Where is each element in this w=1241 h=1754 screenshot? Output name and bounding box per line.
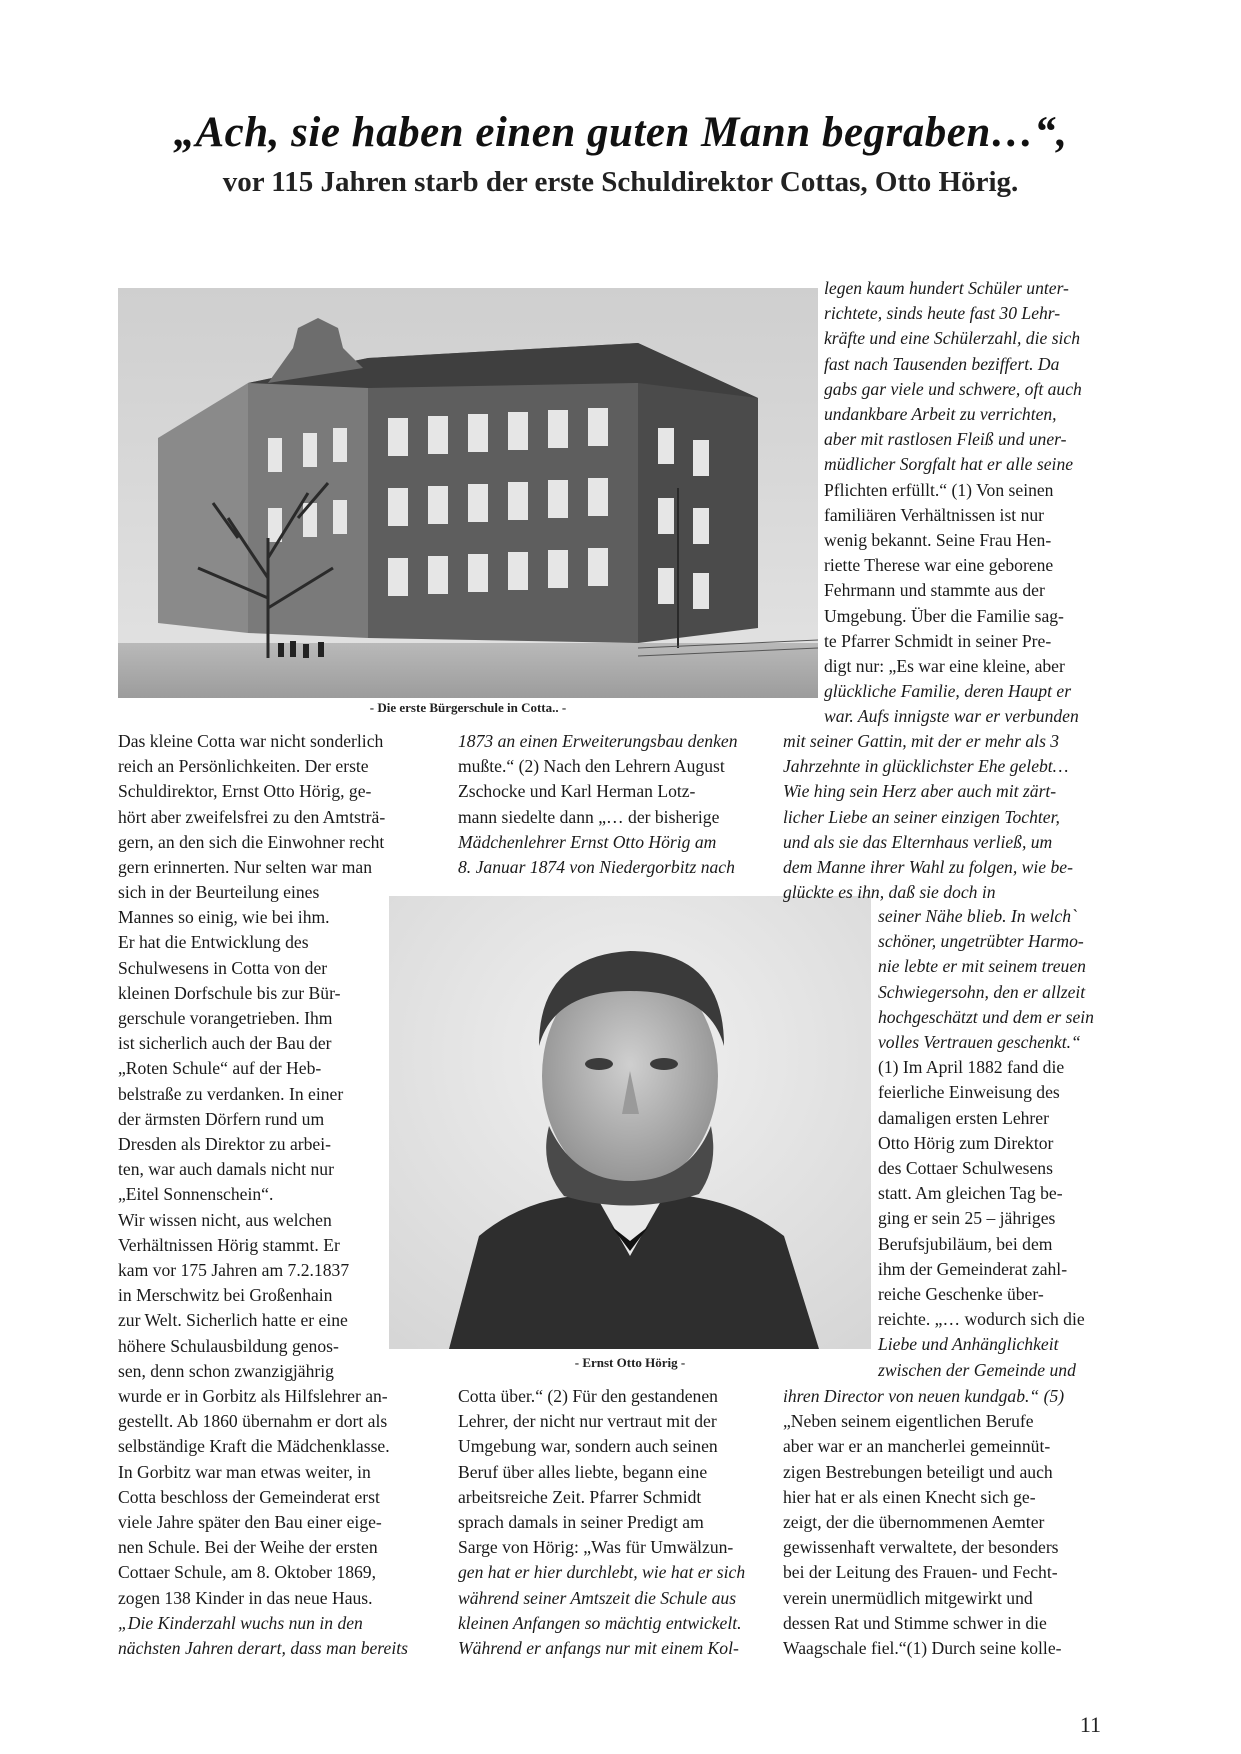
text-line: mit seiner Gattin, mit der er mehr als 3 (783, 731, 1060, 751)
text-line: ist sicherlich auch der Bau der (118, 1033, 332, 1054)
text-line: (1) Im April 1882 fand die (878, 1057, 1065, 1078)
text-line: Schuldirektor, Ernst Otto Hörig, ge- (118, 781, 372, 802)
text-line: Das kleine Cotta war nicht sonderlich (118, 731, 384, 751)
text-line: reich an Persönlichkeiten. Der erste (118, 756, 369, 777)
text-line: aber mit rastlosen Fleiß und uner- (824, 429, 1067, 450)
text-line: Cottaer Schule, am 8. Oktober 1869, (118, 1562, 376, 1583)
text-line: hört aber zweifelsfrei zu den Amtsträ- (118, 806, 386, 827)
text-line: familiären Verhältnissen ist nur (824, 504, 1045, 525)
column-left-bottom (118, 1384, 435, 1661)
text-line: Waagschale fiel.“(1) Durch seine kolle- (783, 1638, 1062, 1659)
text-line: höhere Schulausbildung genos- (118, 1335, 339, 1356)
text-line: volles Vertrauen geschenkt.“ (878, 1032, 1081, 1053)
text-line: nen Schule. Bei der Weihe der ersten (118, 1537, 378, 1558)
text-line: nie lebte er mit seinem treuen (878, 956, 1086, 977)
text-line: gen hat er hier durchlebt, wie hat er sich (458, 1562, 746, 1583)
text-line: der ärmsten Dörfern rund um (118, 1108, 325, 1129)
text-line: des Cottaer Schulwesens (878, 1158, 1053, 1179)
text-line: kleinen Anfangen so mächtig entwickelt. (458, 1612, 742, 1633)
text-line: wurde er in Gorbitz als Hilfslehrer an- (118, 1386, 388, 1406)
text-line: „Die Kinderzahl wuchs nun in den (118, 1612, 363, 1633)
text-line: Pflichten erfüllt.“ (1) Von seinen (824, 479, 1054, 500)
text-line: sprach damals in seiner Predigt am (458, 1512, 704, 1533)
text-line: müdlicher Sorgfalt hat er alle seine (824, 454, 1074, 475)
column-middle-top (458, 729, 768, 880)
text-line: „Eitel Sonnenschein“. (118, 1184, 274, 1205)
text-line: zogen 138 Kinder in das neue Haus. (118, 1587, 373, 1608)
text-line: kleinen Dorfschule bis zur Bür- (118, 982, 341, 1003)
text-line: seiner Nähe blieb. In welch` (878, 906, 1077, 926)
text-line: Er hat die Entwicklung des (118, 932, 309, 953)
school-building-photo (118, 288, 818, 698)
text-line: verein unermüdlich mitgewirkt und (783, 1587, 1033, 1608)
text-line: zwischen der Gemeinde und (878, 1359, 1076, 1380)
text-line: gabs gar viele und schwere, oft auch (824, 378, 1082, 399)
text-line: Otto Hörig zum Direktor (878, 1132, 1054, 1153)
text-line: Berufsjubiläum, bei dem (878, 1233, 1053, 1254)
text-line: richtete, sinds heute fast 30 Lehr- (824, 303, 1061, 324)
text-line: arbeitsreiche Zeit. Pfarrer Schmidt (458, 1486, 702, 1507)
text-line: mann siedelte dann „… der bisherige (458, 806, 720, 827)
text-line: gestellt. Ab 1860 übernahm er dort als (118, 1411, 388, 1432)
text-line: Schulwesens in Cotta von der (118, 957, 328, 978)
text-line: gerschule vorangetrieben. Ihm (118, 1008, 333, 1029)
text-line: Während er anfangs nur mit einem Kol- (458, 1638, 739, 1659)
text-line: 1873 an einen Erweiterungsbau denken (458, 731, 738, 751)
text-line: Beruf über alles liebte, begann eine (458, 1461, 708, 1482)
text-line: kam vor 175 Jahren am 7.2.1837 (118, 1260, 350, 1281)
text-line: mußte.“ (2) Nach den Lehrern August (458, 756, 725, 777)
text-line: licher Liebe an seiner einzigen Tochter, (783, 806, 1060, 827)
text-line: In Gorbitz war man etwas weiter, in (118, 1461, 371, 1482)
page-subtitle: vor 115 Jahren starb der erste Schuldirektor Cottas, Otto Hörig. (222, 166, 1019, 198)
text-line: statt. Am gleichen Tag be- (878, 1183, 1063, 1204)
text-line: Zschocke und Karl Herman Lotz- (458, 781, 696, 802)
text-line: Cotta beschloss der Gemeinderat erst (118, 1486, 380, 1507)
text-line: glückte es ihn, daß sie doch in (783, 882, 996, 903)
text-line: Umgebung. Über die Familie sag- (824, 605, 1064, 626)
text-line: Liebe und Anhänglichkeit (878, 1334, 1059, 1355)
text-line: viele Jahre später den Bau einer eige- (118, 1512, 382, 1533)
text-line: Cotta über.“ (2) Für den gestandenen (458, 1386, 718, 1406)
text-line: ging er sein 25 – jähriges (878, 1208, 1056, 1229)
column-left-narrow (118, 880, 376, 1384)
text-line: sen, denn schon zwanzigjährig (118, 1360, 334, 1381)
text-line: Lehrer, der nicht nur vertraut mit der (458, 1411, 717, 1432)
text-line: reichte. „… wodurch sich die (878, 1309, 1085, 1330)
text-line: legen kaum hundert Schüler unter- (824, 278, 1069, 298)
text-line: in Merschwitz bei Großenhain (118, 1285, 333, 1306)
text-line: damaligen ersten Lehrer (878, 1107, 1049, 1128)
text-line: gern erinnerten. Nur selten war man (118, 857, 373, 878)
portrait-caption: - Ernst Otto Hörig - (574, 1355, 686, 1370)
column-right-wide (783, 729, 1104, 905)
text-line: undankbare Arbeit zu verrichten, (824, 404, 1057, 425)
text-line: bei der Leitung des Frauen- und Fecht- (783, 1562, 1058, 1583)
text-line: zigen Bestrebungen beteiligt und auch (783, 1461, 1053, 1482)
text-line: Schwiegersohn, den er allzeit (878, 981, 1086, 1002)
text-line: reiche Geschenke über- (878, 1284, 1044, 1305)
text-line: ten, war auch damals nicht nur (118, 1159, 334, 1180)
text-line: sich in der Beurteilung eines (118, 882, 320, 902)
text-line: Sarge von Hörig: „Was für Umwälzun- (458, 1537, 734, 1558)
text-line: aber war er an mancherlei gemeinnüt- (783, 1436, 1051, 1457)
text-line: war. Aufs innigste war er verbunden (824, 706, 1079, 727)
text-line: zeigt, der die übernommenen Aemter (783, 1512, 1045, 1533)
column-left-top (118, 729, 435, 880)
page-title: „Ach, sie haben einen guten Mann begraben…“, (173, 109, 1068, 156)
text-line: Mannes so einig, wie bei ihm. (118, 907, 330, 928)
text-line: 8. Januar 1874 von Niedergorbitz nach (458, 857, 735, 878)
text-line: und als sie das Elternhaus verließ, um (783, 831, 1053, 852)
text-line: hier hat er als einen Knecht sich ge- (783, 1486, 1036, 1507)
text-line: glückliche Familie, deren Haupt er (824, 681, 1072, 702)
text-line: selbständige Kraft die Mädchenklasse. (118, 1436, 390, 1457)
text-line: „Roten Schule“ auf der Heb- (118, 1058, 322, 1079)
text-line: te Pfarrer Schmidt in seiner Pre- (824, 630, 1052, 651)
text-line: hochgeschätzt und dem er sein (878, 1006, 1094, 1027)
text-line: Fehrmann und stammte aus der (824, 580, 1045, 601)
text-line: ihm der Gemeinderat zahl- (878, 1258, 1068, 1279)
text-line: ihren Director von neuen kundgab.“ (5) (783, 1386, 1065, 1406)
text-line: Umgebung war, sondern auch seinen (458, 1436, 718, 1457)
text-line: Mädchenlehrer Ernst Otto Hörig am (458, 831, 717, 852)
text-line: Wir wissen nicht, aus welchen (118, 1209, 332, 1230)
column-right-bottom (783, 1384, 1104, 1661)
column-right-top (824, 276, 1104, 730)
text-line: gern, an den sich die Einwohner recht (118, 831, 385, 852)
text-line: „Neben seinem eigentlichen Berufe (783, 1411, 1034, 1432)
page-number: 11 (1079, 1712, 1101, 1737)
portrait-photo (389, 896, 871, 1349)
text-line: feierliche Einweisung des (878, 1082, 1060, 1103)
text-line: dem Manne ihrer Wahl zu folgen, wie be- (783, 857, 1073, 878)
text-line: dessen Rat und Stimme schwer in die (783, 1612, 1047, 1633)
text-line: Jahrzehnte in glücklichster Ehe gelebt… (783, 756, 1069, 777)
text-line: fast nach Tausenden beziffert. Da (824, 353, 1060, 374)
text-line: gewissenhaft verwaltete, der besonders (783, 1537, 1059, 1558)
text-line: während seiner Amtszeit die Schule aus (458, 1587, 737, 1608)
text-line: kräfte und eine Schülerzahl, die sich (824, 328, 1081, 349)
text-line: belstraße zu verdanken. In einer (118, 1083, 344, 1104)
text-line: riette Therese war eine geborene (824, 555, 1054, 576)
column-middle-bottom (458, 1384, 768, 1661)
text-line: schöner, ungetrübter Harmo- (878, 931, 1084, 952)
text-line: Wie hing sein Herz aber auch mit zärt- (783, 781, 1057, 802)
text-line: wenig bekannt. Seine Frau Hen- (824, 530, 1052, 551)
text-line: nächsten Jahren derart, dass man bereits (118, 1638, 408, 1659)
text-line: digt nur: „Es war eine kleine, aber (824, 656, 1065, 677)
column-right-narrow (878, 904, 1104, 1383)
school-photo-caption: - Die erste Bürgerschule in Cotta.. - (369, 700, 567, 715)
text-line: Verhältnissen Hörig stammt. Er (118, 1234, 340, 1255)
text-line: Dresden als Direktor zu arbei- (118, 1134, 331, 1155)
text-line: zur Welt. Sicherlich hatte er eine (118, 1310, 348, 1331)
